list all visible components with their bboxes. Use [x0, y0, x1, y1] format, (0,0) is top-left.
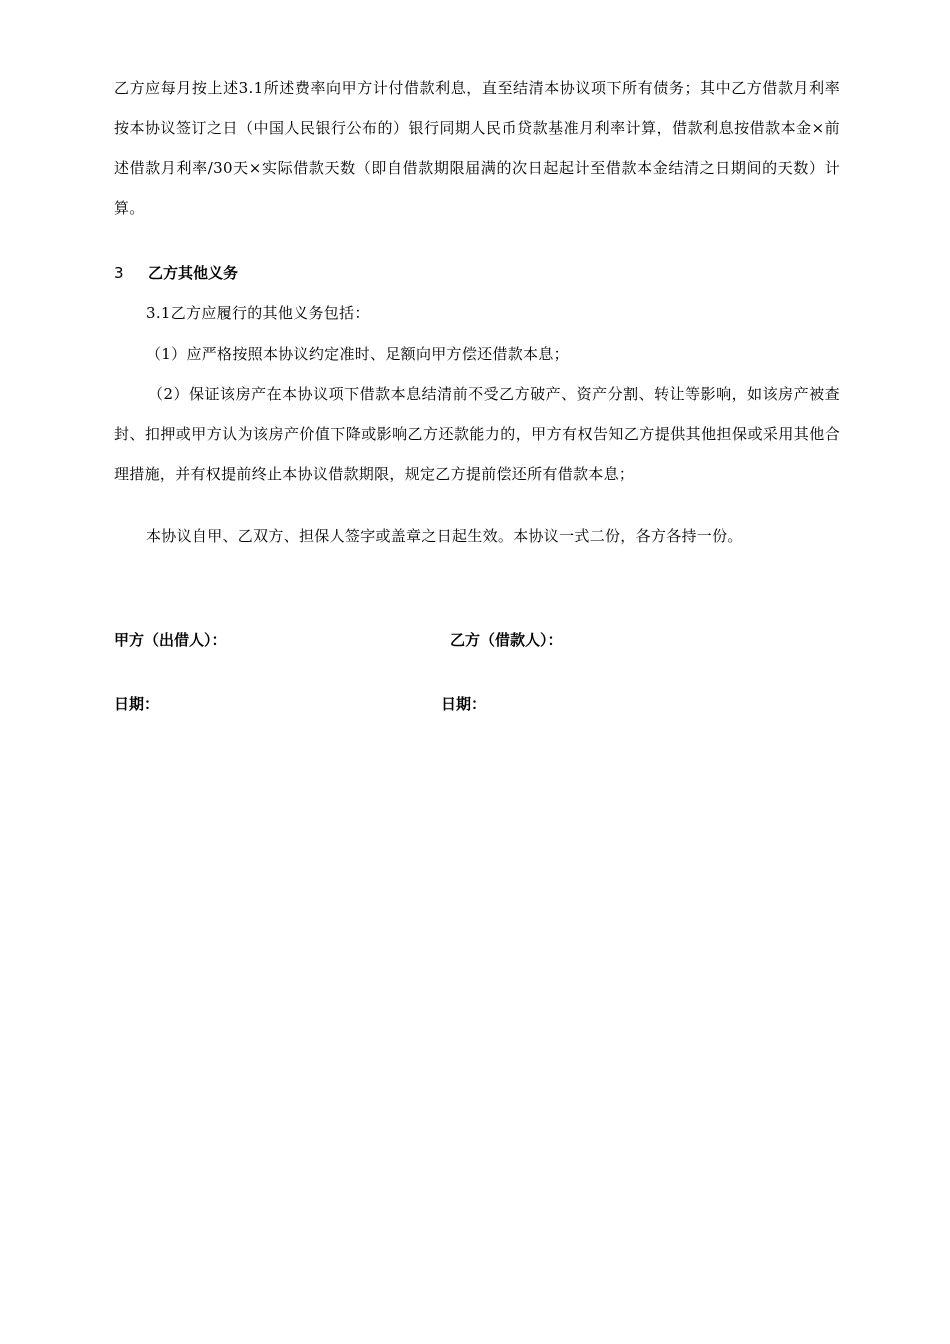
interest-paragraph: 乙方应每月按上述3.1所述费率向甲方计付借款利息，直至结清本协议项下所有债务；其中乙方借款月利率按本协议签订之日（中国人民银行公布的）银行同期人民币贷款基准月利率计算，借款利息按借款本金×前述借款月利率/30天×实际借款天数（即自借款期限届满的次日起起计至借款本金结清之日期间的天数）计算。	[114, 79, 840, 217]
party-a-date-label: 日期：	[114, 695, 160, 713]
obligation-item-2: （2）保证该房产在本协议项下借款本息结清前不受乙方破产、资产分割、转让等影响，如该房产被查封、扣押或甲方认为该房产价值下降或影响乙方还款能力的，甲方有权告知乙方提供其他担保或采用其他合理措施，并有权提前终止本协议借款期限，规定乙方提前偿还所有借款本息；	[114, 385, 840, 483]
effective-clause: 本协议自甲、乙双方、担保人签字或盖章之日起生效。本协议一式二份，各方各持一份。	[146, 527, 743, 545]
section-3-heading	[114, 253, 238, 293]
clause-3-1: 3.1乙方应履行的其他义务包括：	[146, 304, 370, 322]
section-number: 3	[114, 264, 124, 282]
section-title: 乙方其他义务	[148, 264, 239, 282]
party-b-signature-label: 乙方（借款人）：	[450, 631, 563, 649]
party-b-date-label: 日期：	[441, 695, 487, 713]
obligation-item-1: （1）应严格按照本协议约定准时、足额向甲方偿还借款本息；	[146, 345, 569, 363]
party-a-signature-label: 甲方（出借人）：	[114, 631, 227, 649]
